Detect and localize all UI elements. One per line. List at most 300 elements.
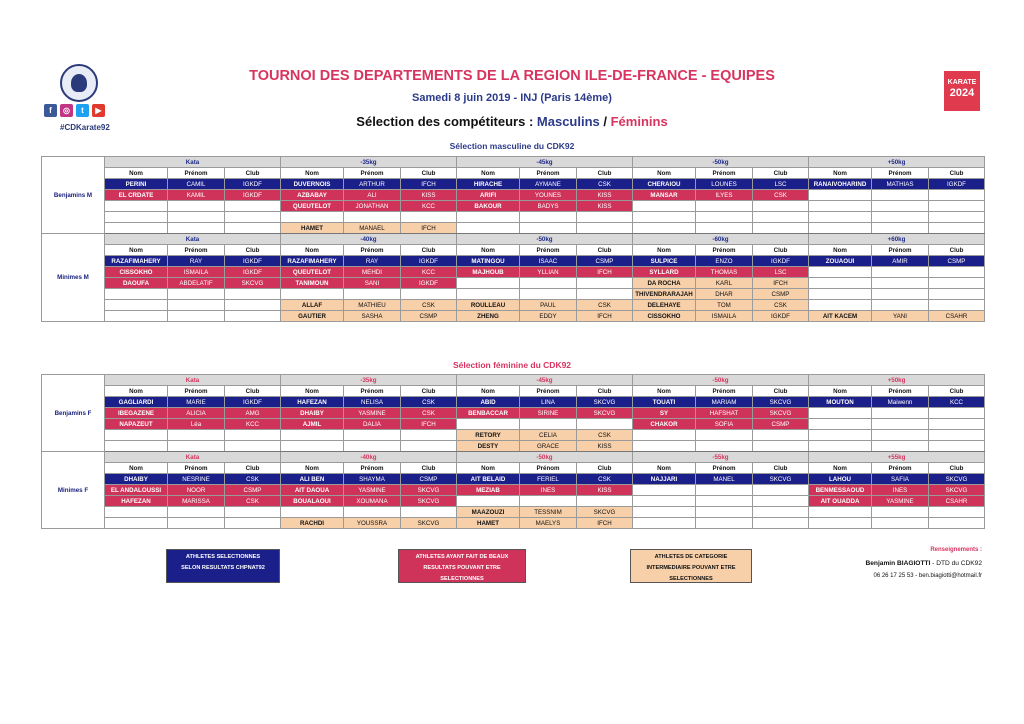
weight-group-header: -40kg (281, 234, 457, 245)
column-header: Prénom (872, 386, 929, 397)
athlete-nom: NAPAZEUT (105, 419, 168, 430)
athlete-prenom: Maiwenn (872, 397, 929, 408)
athlete-club (753, 212, 809, 223)
column-header: Club (753, 463, 809, 474)
category-label: Minimes F (42, 452, 105, 529)
athlete-nom (633, 201, 696, 212)
athlete-club (225, 289, 281, 300)
athlete-prenom: HAFSHAT (696, 408, 753, 419)
athlete-nom: MAAZOUZI (457, 507, 520, 518)
column-header: Nom (105, 386, 168, 397)
athlete-club: KISS (577, 441, 633, 452)
athlete-club (929, 267, 985, 278)
athlete-prenom: PAUL (520, 300, 577, 311)
athlete-nom: MEZIAB (457, 485, 520, 496)
table-row (42, 419, 985, 430)
column-header: Club (401, 386, 457, 397)
athlete-prenom (168, 212, 225, 223)
table-row (42, 212, 985, 223)
table-row (42, 408, 985, 419)
athlete-prenom: SANI (344, 278, 401, 289)
athlete-prenom: MANAEL (344, 223, 401, 234)
column-header: Nom (105, 168, 168, 179)
column-header: Club (929, 386, 985, 397)
athlete-nom: DUVERNOIS (281, 179, 344, 190)
athlete-prenom: ISMAILA (696, 311, 753, 322)
athlete-prenom (168, 201, 225, 212)
athlete-club: IGKDF (225, 397, 281, 408)
athlete-prenom (696, 485, 753, 496)
page-title: TOURNOI DES DEPARTEMENTS DE LA REGION ILE-DE-FRANCE - EQUIPES (249, 68, 775, 84)
athlete-club: SKCVG (225, 278, 281, 289)
column-header: Prénom (872, 245, 929, 256)
table-row (42, 289, 985, 300)
contact-name-line (760, 560, 982, 567)
column-header: Club (577, 245, 633, 256)
weight-group-header: -40kg (281, 452, 457, 463)
athlete-club: KCC (929, 397, 985, 408)
slash: / (599, 114, 611, 129)
column-header: Nom (457, 463, 520, 474)
athlete-nom: HAFEZAN (281, 397, 344, 408)
athlete-club: KISS (577, 485, 633, 496)
table-row (42, 430, 985, 441)
legend-red (398, 549, 526, 583)
athlete-prenom: INES (872, 485, 929, 496)
athlete-nom (105, 441, 168, 452)
athlete-nom: DHAIBY (105, 474, 168, 485)
weight-group-header: +50kg (809, 157, 985, 168)
athlete-nom: DESTY (457, 441, 520, 452)
column-header: Prénom (872, 168, 929, 179)
column-header: Club (929, 463, 985, 474)
athlete-prenom (520, 496, 577, 507)
column-header: Club (401, 245, 457, 256)
athlete-prenom: NOOR (168, 485, 225, 496)
athlete-club: SKCVG (577, 507, 633, 518)
athlete-prenom (344, 441, 401, 452)
table-row (42, 256, 985, 267)
athlete-prenom (696, 441, 753, 452)
athlete-prenom: GRACE (520, 441, 577, 452)
athlete-nom: EL ANDALOUSSI (105, 485, 168, 496)
athlete-nom (281, 212, 344, 223)
athlete-club (225, 311, 281, 322)
athlete-prenom: YASMINE (872, 496, 929, 507)
athlete-club (401, 507, 457, 518)
selection-prefix: Sélection des compétiteurs : (356, 114, 537, 129)
weight-group-header: +55kg (809, 452, 985, 463)
category-label: Benjamins F (42, 375, 105, 452)
column-header: Prénom (344, 463, 401, 474)
athlete-club: SKCVG (401, 496, 457, 507)
legend-line: ATHLETES SELECTIONNES (185, 554, 261, 560)
athlete-nom: LAHOU (809, 474, 872, 485)
twitter-icon[interactable]: t (76, 104, 89, 117)
athlete-club: IFCH (401, 419, 457, 430)
instagram-icon[interactable]: ◎ (60, 104, 73, 117)
column-header: Prénom (344, 245, 401, 256)
column-header: Club (577, 386, 633, 397)
athlete-prenom: XOUMANA (344, 496, 401, 507)
column-header: Club (577, 168, 633, 179)
athlete-prenom: ISMAILA (168, 267, 225, 278)
athlete-prenom: ENZO (696, 256, 753, 267)
athlete-prenom (520, 223, 577, 234)
athlete-prenom (168, 441, 225, 452)
athlete-club (225, 223, 281, 234)
column-header: Club (577, 463, 633, 474)
athlete-prenom (520, 289, 577, 300)
athlete-nom: QUEUTELOT (281, 267, 344, 278)
athlete-prenom (344, 212, 401, 223)
athlete-prenom (696, 201, 753, 212)
athlete-club: CSK (577, 179, 633, 190)
athlete-prenom (872, 278, 929, 289)
athlete-prenom (696, 212, 753, 223)
athlete-prenom: YASMINE (344, 408, 401, 419)
athlete-club (929, 507, 985, 518)
athlete-prenom (872, 430, 929, 441)
athlete-nom: HAMET (281, 223, 344, 234)
athlete-nom: CISSOKHO (633, 311, 696, 322)
athlete-prenom: LINA (520, 397, 577, 408)
athlete-prenom: AMIR (872, 256, 929, 267)
athlete-prenom: MATHIAS (872, 179, 929, 190)
athlete-nom (809, 289, 872, 300)
athlete-prenom: SIRINE (520, 408, 577, 419)
column-header: Club (929, 245, 985, 256)
athlete-prenom (872, 518, 929, 529)
athlete-club (577, 278, 633, 289)
column-header: Nom (281, 386, 344, 397)
athlete-prenom: NESRINE (168, 474, 225, 485)
athlete-club: IFCH (577, 518, 633, 529)
athlete-club: SKCVG (753, 397, 809, 408)
column-header: Prénom (168, 245, 225, 256)
column-header: Prénom (168, 386, 225, 397)
athlete-nom (809, 507, 872, 518)
athlete-club: CSMP (401, 474, 457, 485)
legend-orange (630, 549, 752, 583)
athlete-prenom (344, 507, 401, 518)
athlete-prenom: MARIAM (696, 397, 753, 408)
athlete-club (225, 441, 281, 452)
athlete-club: SKCVG (929, 485, 985, 496)
athlete-prenom (168, 289, 225, 300)
table-row (42, 397, 985, 408)
legend-line: INTERMEDIAIRE POUVANT ETRE (646, 565, 736, 571)
athlete-prenom (168, 430, 225, 441)
karate-logo-year: 2024 (949, 87, 975, 99)
weight-group-header: Kata (105, 375, 281, 386)
athlete-nom: CHERAIOU (633, 179, 696, 190)
athlete-nom (809, 190, 872, 201)
athlete-club (753, 518, 809, 529)
athlete-club: IFCH (401, 223, 457, 234)
column-header: Nom (105, 245, 168, 256)
athlete-prenom (872, 441, 929, 452)
athlete-nom (633, 212, 696, 223)
table-row (42, 507, 985, 518)
contact-role: - DTD du CDK92 (930, 560, 982, 567)
athlete-prenom (520, 212, 577, 223)
athlete-club: IGKDF (401, 256, 457, 267)
column-header: Prénom (168, 463, 225, 474)
table-row (42, 311, 985, 322)
column-header: Prénom (520, 463, 577, 474)
column-header: Prénom (520, 386, 577, 397)
athlete-prenom (168, 507, 225, 518)
youtube-icon[interactable]: ▶ (92, 104, 105, 117)
athlete-nom: NAJJARI (633, 474, 696, 485)
athlete-club: LSC (753, 179, 809, 190)
athlete-nom: MAJHOUB (457, 267, 520, 278)
facebook-icon[interactable]: f (44, 104, 57, 117)
table-row (42, 267, 985, 278)
table-row (42, 179, 985, 190)
athlete-club: CSK (401, 300, 457, 311)
column-header: Club (225, 168, 281, 179)
athlete-club: IFCH (577, 267, 633, 278)
athlete-prenom: INES (520, 485, 577, 496)
weight-group-header: Kata (105, 234, 281, 245)
athlete-nom (105, 507, 168, 518)
column-header: Nom (281, 245, 344, 256)
athlete-prenom (872, 408, 929, 419)
athlete-club: CSK (225, 496, 281, 507)
athlete-club (753, 223, 809, 234)
athlete-club: KISS (577, 190, 633, 201)
athlete-club: CSK (577, 300, 633, 311)
athlete-prenom: MAELYS (520, 518, 577, 529)
column-header: Prénom (872, 463, 929, 474)
athlete-prenom: SASHA (344, 311, 401, 322)
athlete-nom (105, 430, 168, 441)
athlete-nom: RAZAFIMAHERY (281, 256, 344, 267)
athlete-nom: AIT OUADDA (809, 496, 872, 507)
athlete-nom: AIT KACEM (809, 311, 872, 322)
athlete-nom: SYLLARD (633, 267, 696, 278)
legend-blue (166, 549, 280, 583)
athlete-prenom: YASMINE (344, 485, 401, 496)
column-header: Nom (633, 168, 696, 179)
athlete-prenom (696, 223, 753, 234)
athlete-prenom: RAY (168, 256, 225, 267)
athlete-prenom: CAMIL (168, 179, 225, 190)
athlete-prenom: MARISSA (168, 496, 225, 507)
athlete-club (401, 212, 457, 223)
athlete-nom (281, 430, 344, 441)
athlete-nom: TANIMOUN (281, 278, 344, 289)
athlete-club (225, 430, 281, 441)
weight-group-header: +60kg (809, 234, 985, 245)
athlete-club: IFCH (753, 278, 809, 289)
athlete-club: CSMP (753, 289, 809, 300)
athlete-prenom: ILYES (696, 190, 753, 201)
column-header: Nom (809, 168, 872, 179)
column-header: Nom (457, 245, 520, 256)
table-row (42, 190, 985, 201)
athlete-club: CSK (577, 430, 633, 441)
fem-selection-table (41, 374, 985, 529)
athlete-club: CSK (401, 408, 457, 419)
athlete-club: CSAHR (929, 496, 985, 507)
athlete-prenom (520, 278, 577, 289)
athlete-prenom: ABDELATIF (168, 278, 225, 289)
athlete-prenom: LOUNES (696, 179, 753, 190)
athlete-prenom: EDDY (520, 311, 577, 322)
table-row (42, 223, 985, 234)
athlete-prenom: KARL (696, 278, 753, 289)
athlete-nom: SY (633, 408, 696, 419)
athlete-prenom (872, 507, 929, 518)
athlete-club: IFCH (401, 179, 457, 190)
athlete-nom (105, 212, 168, 223)
athlete-nom: HAFEZAN (105, 496, 168, 507)
column-header: Nom (457, 168, 520, 179)
athlete-prenom: YOUSSRA (344, 518, 401, 529)
athlete-nom (633, 430, 696, 441)
athlete-nom (809, 278, 872, 289)
athlete-prenom (696, 496, 753, 507)
column-header: Club (225, 386, 281, 397)
column-header: Nom (809, 245, 872, 256)
athlete-club: IGKDF (753, 311, 809, 322)
athlete-nom (809, 430, 872, 441)
athlete-nom (633, 223, 696, 234)
column-header: Nom (457, 386, 520, 397)
athlete-prenom (872, 223, 929, 234)
athlete-club: SKCVG (753, 474, 809, 485)
weight-group-header: -50kg (633, 375, 809, 386)
athlete-club (929, 430, 985, 441)
athlete-club: KISS (577, 201, 633, 212)
athlete-prenom: JONATHAN (344, 201, 401, 212)
athlete-nom: IBEGAZENE (105, 408, 168, 419)
athlete-club (753, 430, 809, 441)
athlete-club: SKCVG (401, 485, 457, 496)
athlete-prenom: SHAYMA (344, 474, 401, 485)
athlete-prenom: MANEL (696, 474, 753, 485)
masc-selection-table (41, 156, 985, 322)
athlete-club: CSMP (401, 311, 457, 322)
athlete-prenom (872, 190, 929, 201)
athlete-club (929, 223, 985, 234)
athlete-prenom: KAMIL (168, 190, 225, 201)
athlete-nom (633, 518, 696, 529)
athlete-nom (105, 311, 168, 322)
athlete-club: CSK (753, 190, 809, 201)
column-header: Prénom (168, 168, 225, 179)
athlete-nom: DHAIBY (281, 408, 344, 419)
athlete-nom (809, 419, 872, 430)
athlete-nom (457, 278, 520, 289)
athlete-prenom: SOFIA (696, 419, 753, 430)
column-header: Nom (809, 463, 872, 474)
weight-group-header: -55kg (633, 452, 809, 463)
athlete-club: SKCVG (929, 474, 985, 485)
athlete-nom: ALLAF (281, 300, 344, 311)
athlete-club (929, 518, 985, 529)
table-row (42, 278, 985, 289)
athlete-nom (809, 212, 872, 223)
athlete-nom (633, 507, 696, 518)
athlete-club (225, 201, 281, 212)
athlete-club (753, 507, 809, 518)
column-header: Club (401, 168, 457, 179)
athlete-nom (633, 496, 696, 507)
athlete-club: IGKDF (225, 190, 281, 201)
athlete-prenom: SAFIA (872, 474, 929, 485)
athlete-club: KISS (401, 190, 457, 201)
table-row (42, 201, 985, 212)
column-header: Nom (281, 168, 344, 179)
athlete-nom: BENBACCAR (457, 408, 520, 419)
athlete-nom: RETORY (457, 430, 520, 441)
athlete-club: IGKDF (225, 267, 281, 278)
athlete-prenom: ISAAC (520, 256, 577, 267)
athlete-nom (809, 201, 872, 212)
athlete-prenom (168, 311, 225, 322)
column-header: Nom (809, 386, 872, 397)
masculins-label: Masculins (536, 114, 600, 129)
athlete-club: KCC (225, 419, 281, 430)
contact-phone-email[interactable]: 06 26 17 25 53 - ben.biagiotti@hotmail.fr (873, 573, 982, 579)
weight-group-header: Kata (105, 452, 281, 463)
athlete-nom: AIT DAOUA (281, 485, 344, 496)
athlete-nom (809, 300, 872, 311)
athlete-club (577, 212, 633, 223)
athlete-club (929, 190, 985, 201)
athlete-nom: RAZAFIMAHERY (105, 256, 168, 267)
social-handle: #CDKarate92 (60, 123, 110, 132)
column-header: Nom (633, 245, 696, 256)
athlete-nom (809, 518, 872, 529)
athlete-nom (809, 408, 872, 419)
athlete-nom: BOUALAOUI (281, 496, 344, 507)
athlete-club: IGKDF (225, 179, 281, 190)
athlete-prenom (696, 507, 753, 518)
athlete-prenom (168, 518, 225, 529)
column-header: Club (929, 168, 985, 179)
athlete-prenom: THOMAS (696, 267, 753, 278)
athlete-nom: SULPICE (633, 256, 696, 267)
athlete-prenom (872, 212, 929, 223)
athlete-nom: AZBABAY (281, 190, 344, 201)
athlete-prenom (168, 300, 225, 311)
athlete-club: CSMP (225, 485, 281, 496)
athlete-prenom (872, 300, 929, 311)
athlete-nom: ABID (457, 397, 520, 408)
athlete-prenom: AYMANE (520, 179, 577, 190)
column-header: Club (753, 168, 809, 179)
athlete-club: CSMP (577, 256, 633, 267)
athlete-prenom (872, 289, 929, 300)
athlete-nom: BAKOUR (457, 201, 520, 212)
athlete-nom: DA ROCHA (633, 278, 696, 289)
column-header: Prénom (696, 245, 753, 256)
athlete-club (401, 430, 457, 441)
athlete-club: CSAHR (929, 311, 985, 322)
athlete-club (929, 408, 985, 419)
athlete-club: SKCVG (577, 397, 633, 408)
athlete-club: CSK (577, 474, 633, 485)
athlete-prenom (344, 289, 401, 300)
athlete-club: CSMP (929, 256, 985, 267)
athlete-nom (457, 289, 520, 300)
athlete-nom: TOUATI (633, 397, 696, 408)
